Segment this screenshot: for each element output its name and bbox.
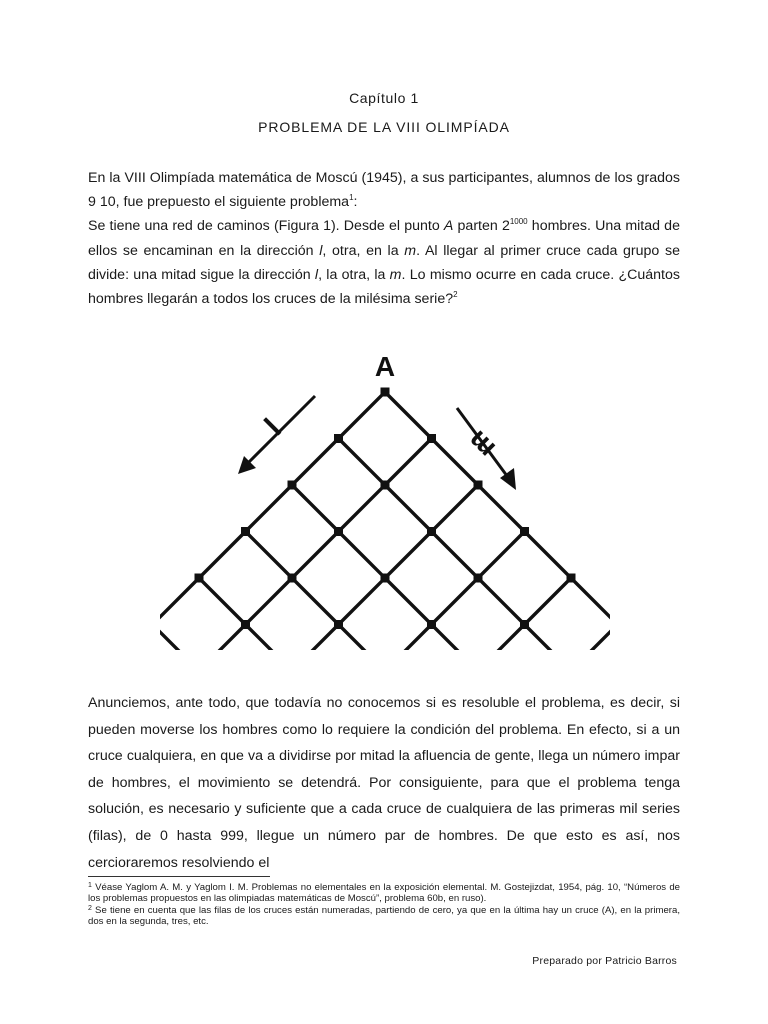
- chapter-label: Capítulo 1: [349, 90, 419, 106]
- crossing-node: [334, 620, 343, 629]
- paragraph-problem-statement: [88, 166, 680, 311]
- road-segment: [339, 485, 386, 532]
- direction-l-symbol: l: [319, 242, 323, 259]
- direction-l-label: l: [258, 412, 288, 442]
- road-network-figure: [160, 340, 610, 650]
- apex-label-a: A: [374, 351, 396, 382]
- footnote-2-text: Se tiene en cuenta que las filas de los cruces están numeradas, partiendo de cero, ya que en la última hay un cruce (A), en la primera, dos en la segunda, tres, etc.: [88, 904, 680, 928]
- road-segment: [160, 625, 199, 651]
- road-segment: [478, 625, 525, 651]
- road-segment: [246, 532, 293, 579]
- road-segment: [292, 625, 339, 651]
- crossing-node: [334, 527, 343, 536]
- paragraph-text: parten 2: [453, 218, 510, 235]
- road-segment: [385, 392, 432, 439]
- footnote-1: [88, 882, 680, 905]
- paragraph-text: . Al llegar al primer cruce cada grupo se divide: una mitad sigue la dirección: [88, 242, 680, 283]
- crossing-node: [474, 574, 483, 583]
- footnote-1-text: Véase Yaglom A. M. y Yaglom I. M. Problemas no elementales en la exposición elemental. M. Gostejizdat, 1954, pág. 10, “Números de los problemas propuestos en las olimpiadas matemáticas de Moscú”, problema 60b, en ruso).: [88, 882, 680, 905]
- road-segment: [246, 578, 293, 625]
- chapter-title: PROBLEMA DE LA VIII OLIMPÍADA: [258, 119, 510, 135]
- paragraph-text: , otra, en la: [322, 242, 405, 259]
- footnote-2-mark: 2: [88, 904, 92, 912]
- point-a-symbol: A: [443, 218, 454, 235]
- road-segment: [199, 625, 246, 651]
- crossing-node: [520, 527, 529, 536]
- paragraph-text: hombres. Una mitad de ellos se encaminan en la dirección: [88, 218, 680, 259]
- road-segment: [160, 578, 199, 625]
- crossing-node: [381, 388, 390, 397]
- road-segment: [432, 485, 479, 532]
- crossing-node: [427, 434, 436, 443]
- direction-l-symbol: l: [314, 266, 319, 283]
- crossing-node: [288, 574, 297, 583]
- exponent: 1000: [509, 217, 528, 227]
- footnote-2: [88, 905, 680, 928]
- page-footer: Preparado por Patricio Barros: [532, 955, 677, 967]
- road-segment: [385, 532, 432, 579]
- crossing-node: [520, 620, 529, 629]
- crossing-node: [381, 574, 390, 583]
- crossing-node: [381, 481, 390, 490]
- crossing-node: [567, 574, 576, 583]
- crossing-node: [334, 434, 343, 443]
- road-segment: [199, 578, 246, 625]
- road-segment: [385, 439, 432, 486]
- road-segment: [385, 625, 432, 651]
- road-segment: [571, 625, 610, 651]
- crossing-node: [241, 527, 250, 536]
- road-segment: [339, 578, 386, 625]
- road-segment: [292, 532, 339, 579]
- crossing-node: [427, 620, 436, 629]
- crossing-node: [427, 527, 436, 536]
- road-segment: [292, 578, 339, 625]
- direction-m-symbol: m: [404, 242, 417, 259]
- road-segment: [339, 439, 386, 486]
- crossing-node: [195, 574, 204, 583]
- paragraph-text: En la VIII Olimpíada matemática de Moscú (1945), a sus participantes, alumnos de los grados 9 10, fue prepuesto el siguiente problema: [88, 170, 680, 211]
- road-segment: [432, 578, 479, 625]
- road-segment: [385, 578, 432, 625]
- road-segment: [478, 532, 525, 579]
- footnote-ref-1[interactable]: 1: [349, 193, 354, 203]
- direction-m-label: m: [461, 424, 502, 465]
- road-segment: [432, 532, 479, 579]
- road-segment: [525, 625, 572, 651]
- road-segment: [525, 532, 572, 579]
- paragraph-text: . Lo mismo ocurre en cada cruce. ¿Cuántos hombres llegarán a todos los cruces de la milésima serie?: [88, 266, 680, 308]
- footnote-divider: [88, 876, 270, 877]
- road-segment: [199, 532, 246, 579]
- road-segment: [339, 625, 386, 651]
- direction-m-symbol: m: [389, 266, 402, 283]
- road-segment: [525, 578, 572, 625]
- road-segment: [246, 485, 293, 532]
- paragraph-analysis: Anunciemos, ante todo, que todavía no conocemos si es resoluble el problema, es decir, si pueden moverse los hombres como lo requiere la condición del problema. En efecto, si a un cruce cualquiera, en que va a dividirse por mitad la afluencia de gente, llega un número impar de hombres, el movimiento se detendrá. Por consiguiente, para que el problema tenga solución, es necesario y suficiente que a cada cruce de cualquiera de las primeras mil series (filas), de 0 hasta 999, llegue un número par de hombres. De que esto es así, nos cercioraremos resolviendo el: [88, 695, 680, 871]
- footnote-1-mark: 1: [88, 882, 92, 889]
- road-segment: [478, 578, 525, 625]
- road-segment: [432, 625, 479, 651]
- paragraph-text: Se tiene una red de caminos (Figura 1). Desde el punto: [88, 218, 444, 235]
- road-segment: [246, 625, 293, 651]
- road-segment: [339, 532, 386, 579]
- road-segment: [478, 485, 525, 532]
- road-segment: [571, 578, 610, 625]
- paragraph-text: :: [353, 194, 358, 211]
- footnote-ref-2[interactable]: 2: [453, 290, 458, 300]
- road-segment: [385, 485, 432, 532]
- paragraph-text: , la otra, la: [318, 266, 390, 283]
- crossing-node: [288, 481, 297, 490]
- crossing-node: [241, 620, 250, 629]
- road-segment: [292, 485, 339, 532]
- road-segment: [339, 392, 386, 439]
- footnotes: [88, 882, 680, 928]
- crossing-node: [474, 481, 483, 490]
- road-segment: [292, 439, 339, 486]
